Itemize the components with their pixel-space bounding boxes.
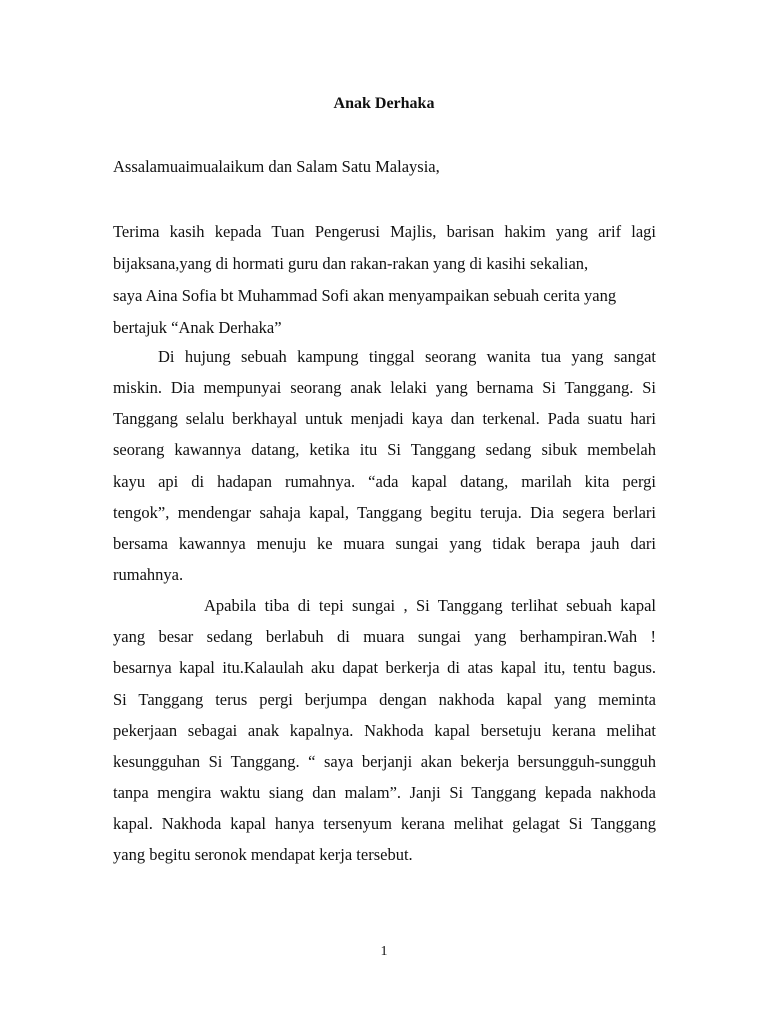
paragraph2-line-1: Apabila tiba di tepi sungai , Si Tanggang terlihat sebuah kapal: [204, 596, 656, 615]
paragraph1-line-7: bersama kawannya menuju ke muara sungai yang tidak berapa jauh dari: [113, 534, 656, 553]
paragraph1-line-2: miskin. Dia mempunyai seorang anak lelaki yang bernama Si Tanggang. Si: [113, 378, 656, 397]
paragraph1-line-1: Di hujung sebuah kampung tinggal seorang wanita tua yang sangat: [158, 347, 656, 366]
paragraph1-line-8: rumahnya.: [113, 565, 184, 584]
document-title: Anak Derhaka: [333, 95, 435, 112]
paragraph2-line-8: kapal. Nakhoda kapal hanya tersenyum kerana melihat gelagat Si Tanggang: [113, 814, 656, 833]
paragraph1-line-5: kayu api di hadapan rumahnya. “ada kapal datang, marilah kita pergi: [113, 472, 656, 491]
paragraph2-line-7: tanpa mengira waktu siang dan malam”. Janji Si Tanggang kepada nakhoda: [113, 783, 656, 802]
paragraph2-line-6: kesungguhan Si Tanggang. “ saya berjanji akan bekerja bersungguh-sungguh: [113, 752, 656, 771]
paragraph1-line-3: Tanggang selalu berkhayal untuk menjadi kaya dan terkenal. Pada suatu hari: [113, 409, 656, 428]
intro-line-2: bijaksana,yang di hormati guru dan rakan-rakan yang di kasihi sekalian,: [113, 254, 589, 273]
greeting-line: Assalamuaimualaikum dan Salam Satu Malaysia,: [113, 157, 440, 176]
paragraph2-line-2: yang besar sedang berlabuh di muara sungai yang berhampiran.Wah !: [113, 627, 656, 646]
page-number: 1: [380, 944, 388, 959]
intro-line-4: bertajuk “Anak Derhaka”: [113, 318, 282, 337]
paragraph1-line-4: seorang kawannya datang, ketika itu Si Tanggang sedang sibuk membelah: [113, 440, 656, 459]
paragraph2-line-4: Si Tanggang terus pergi berjumpa dengan nakhoda kapal yang meminta: [113, 690, 656, 709]
paragraph2-line-9: yang begitu seronok mendapat kerja tersebut.: [113, 845, 413, 864]
paragraph1-line-6: tengok”, mendengar sahaja kapal, Tanggang begitu teruja. Dia segera berlari: [113, 503, 656, 522]
intro-line-3: saya Aina Sofia bt Muhammad Sofi akan menyampaikan sebuah cerita yang: [113, 286, 617, 305]
paragraph2-line-5: pekerjaan sebagai anak kapalnya. Nakhoda kapal bersetuju kerana melihat: [113, 721, 656, 740]
intro-line-1: Terima kasih kepada Tuan Pengerusi Majlis, barisan hakim yang arif lagi: [113, 222, 656, 241]
paragraph2-line-3: besarnya kapal itu.Kalaulah aku dapat berkerja di atas kapal itu, tentu bagus.: [113, 658, 656, 677]
